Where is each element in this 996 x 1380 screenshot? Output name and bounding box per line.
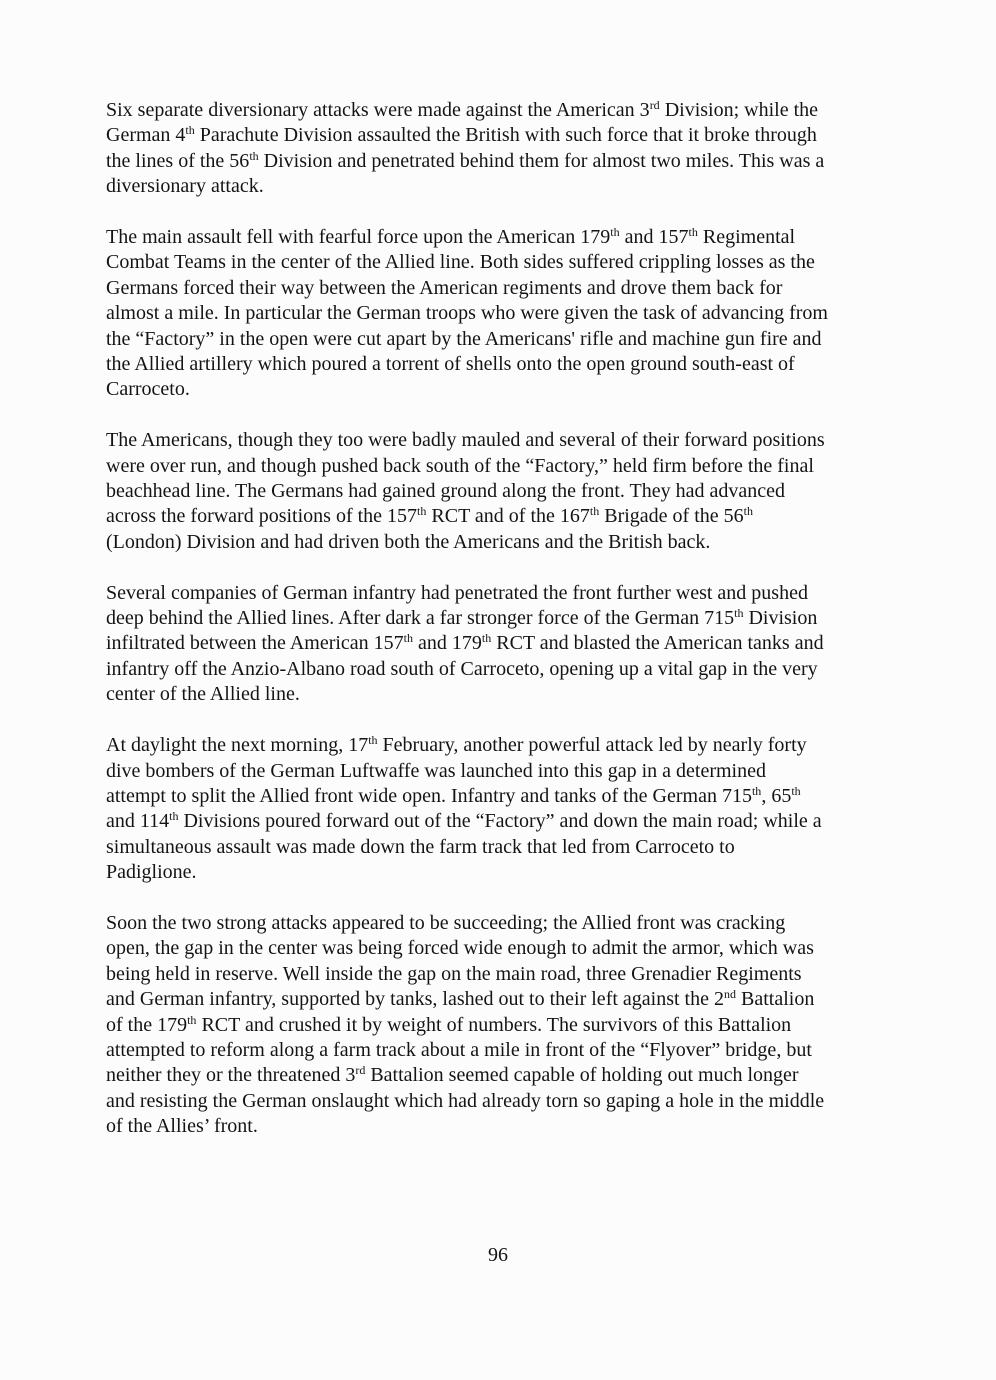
text-segment: Battalion seemed capable of holding out much longer bbox=[365, 1064, 799, 1087]
text-segment: (London) Division and had driven both the Americans and the British back. bbox=[106, 530, 711, 553]
page-number: 96 bbox=[488, 1244, 508, 1266]
text-segment: across the forward positions of the 157 bbox=[106, 505, 418, 528]
ordinal-suffix: th bbox=[751, 783, 762, 798]
text-line bbox=[106, 911, 896, 936]
text-segment: were over run, and though pushed back south of the “Factory,” held firm before the final bbox=[106, 454, 814, 477]
text-line bbox=[106, 809, 896, 834]
text-segment: Division and penetrated behind them for almost two miles. This was a bbox=[258, 149, 825, 172]
text-segment: being held in reserve. Well inside the gap on the main road, three Grenadier Regiments bbox=[106, 962, 802, 985]
text-segment: diversionary attack. bbox=[106, 175, 264, 198]
text-line bbox=[106, 352, 896, 377]
text-line bbox=[106, 1114, 896, 1139]
text-line bbox=[106, 987, 896, 1012]
text-segment: Combat Teams in the center of the Allied line. Both sides suffered crippling losses as the bbox=[106, 251, 815, 274]
text-segment: dive bombers of the German Luftwaffe was launched into this gap in a determined bbox=[106, 759, 766, 782]
ordinal-suffix: th bbox=[589, 504, 600, 519]
text-segment: attempted to reform along a farm track about a mile in front of the “Flyover” bridge, but bbox=[106, 1038, 812, 1061]
text-line bbox=[106, 1013, 896, 1038]
text-line bbox=[106, 860, 896, 885]
text-line bbox=[106, 454, 896, 479]
text-line bbox=[106, 98, 896, 123]
text-segment: Divisions poured forward out of the “Factory” and down the main road; while a bbox=[178, 810, 822, 833]
text-line bbox=[106, 530, 896, 555]
ordinal-suffix: th bbox=[734, 606, 744, 621]
ordinal-suffix: th bbox=[187, 1012, 197, 1027]
paragraph bbox=[106, 428, 896, 555]
text-segment: the Allied artillery which poured a torrent of shells onto the open ground south-east of bbox=[106, 353, 795, 376]
paragraph bbox=[106, 225, 896, 403]
text-segment: the lines of the 56 bbox=[106, 149, 250, 172]
text-segment: and 114 bbox=[106, 810, 170, 833]
text-segment: Six separate diversionary attacks were made against the American 3 bbox=[106, 99, 650, 121]
text-segment: Parachute Division assaulted the British with such force that it broke through bbox=[194, 124, 817, 147]
ordinal-suffix: th bbox=[249, 148, 259, 163]
text-line bbox=[106, 581, 896, 606]
text-line bbox=[106, 631, 896, 656]
text-segment: Padiglione. bbox=[106, 861, 197, 884]
text-line bbox=[106, 1089, 896, 1114]
text-line bbox=[106, 123, 896, 148]
text-segment: RCT and blasted the American tanks and bbox=[491, 632, 824, 655]
text-segment: Germans forced their way between the American regiments and drove them back for bbox=[106, 276, 783, 299]
text-line bbox=[106, 276, 896, 301]
text-segment: of the Allies’ front. bbox=[106, 1115, 258, 1138]
text-segment: , 65 bbox=[761, 784, 792, 807]
ordinal-suffix: th bbox=[417, 504, 427, 519]
text-segment: Soon the two strong attacks appeared to be succeeding; the Allied front was cracking bbox=[106, 911, 786, 934]
text-segment: of the 179 bbox=[106, 1013, 188, 1036]
text-segment: and 157 bbox=[619, 226, 689, 249]
ordinal-suffix: rd bbox=[355, 1063, 366, 1078]
text-line bbox=[106, 377, 896, 402]
ordinal-suffix: th bbox=[185, 123, 195, 138]
text-segment: RCT and of the 167 bbox=[426, 505, 590, 528]
text-line bbox=[106, 682, 896, 707]
paragraph bbox=[106, 581, 896, 708]
paragraph bbox=[106, 911, 896, 1140]
text-segment: neither they or the threatened 3 bbox=[106, 1064, 356, 1087]
text-segment: RCT and crushed it by weight of numbers. The survivors of this Battalion bbox=[196, 1013, 792, 1036]
text-segment: the “Factory” in the open were cut apart by the Americans' rifle and machine gun fire and bbox=[106, 327, 822, 350]
text-line bbox=[106, 1038, 896, 1063]
ordinal-suffix: rd bbox=[649, 98, 660, 112]
text-line bbox=[106, 835, 896, 860]
text-line bbox=[106, 962, 896, 987]
text-segment: center of the Allied line. bbox=[106, 683, 300, 706]
text-line bbox=[106, 225, 896, 250]
text-segment: beachhead line. The Germans had gained ground along the front. They had advanced bbox=[106, 480, 786, 503]
text-segment: The Americans, though they too were badly mauled and several of their forward positions bbox=[106, 429, 825, 452]
text-line bbox=[106, 327, 896, 352]
text-segment: At daylight the next morning, 17 bbox=[106, 734, 369, 757]
text-line bbox=[106, 301, 896, 326]
text-segment: attempt to split the Allied front wide open. Infantry and tanks of the German 715 bbox=[106, 784, 752, 807]
text-segment: Carroceto. bbox=[106, 378, 190, 401]
text-segment: simultaneous assault was made down the farm track that led from Carroceto to bbox=[106, 835, 735, 858]
text-segment: and 179 bbox=[413, 632, 482, 655]
text-segment: German 4 bbox=[106, 124, 186, 147]
ordinal-suffix: th bbox=[368, 733, 378, 748]
text-segment: Division bbox=[743, 607, 818, 630]
paragraph bbox=[106, 733, 896, 885]
body-text bbox=[106, 98, 896, 1165]
text-line bbox=[106, 1063, 896, 1088]
text-segment: The main assault fell with fearful force upon the American 179 bbox=[106, 226, 611, 249]
text-line bbox=[106, 733, 896, 758]
text-segment: and German infantry, supported by tanks, lashed out to their left against the 2 bbox=[106, 988, 724, 1011]
text-line bbox=[106, 174, 896, 199]
ordinal-suffix: nd bbox=[724, 987, 736, 1002]
text-segment: almost a mile. In particular the German troops who were given the task of advancing from bbox=[106, 302, 828, 325]
text-segment: Several companies of German infantry had penetrated the front further west and pushed bbox=[106, 581, 808, 604]
text-line bbox=[106, 657, 896, 682]
text-segment: Regimental bbox=[697, 226, 796, 249]
text-line bbox=[106, 250, 896, 275]
text-line bbox=[106, 479, 896, 504]
text-segment: Brigade of the 56 bbox=[599, 505, 744, 528]
text-line bbox=[106, 149, 896, 174]
text-line bbox=[106, 504, 896, 529]
text-line bbox=[106, 759, 896, 784]
text-line bbox=[106, 606, 896, 631]
text-segment: open, the gap in the center was being forced wide enough to admit the armor, which was bbox=[106, 937, 814, 960]
paragraph bbox=[106, 98, 896, 200]
ordinal-suffix: th bbox=[610, 225, 620, 240]
ordinal-suffix: th bbox=[688, 225, 698, 240]
text-segment: infiltrated between the American 157 bbox=[106, 632, 404, 655]
ordinal-suffix: th bbox=[403, 631, 414, 646]
text-segment: February, another powerful attack led by nearly forty bbox=[377, 734, 807, 757]
text-segment: and resisting the German onslaught which had already torn so gaping a hole in the middle bbox=[106, 1089, 825, 1112]
text-line bbox=[106, 936, 896, 961]
ordinal-suffix: th bbox=[743, 504, 753, 519]
text-segment: Battalion bbox=[736, 988, 815, 1011]
text-segment: Division; while the bbox=[659, 99, 819, 121]
ordinal-suffix: th bbox=[169, 809, 179, 824]
text-line bbox=[106, 428, 896, 453]
ordinal-suffix: th bbox=[791, 783, 801, 798]
text-line bbox=[106, 784, 896, 809]
ordinal-suffix: th bbox=[481, 631, 492, 646]
text-segment: deep behind the Allied lines. After dark a far stronger force of the German 715 bbox=[106, 607, 735, 630]
text-segment: infantry off the Anzio-Albano road south of Carroceto, opening up a vital gap in the very bbox=[106, 657, 818, 680]
